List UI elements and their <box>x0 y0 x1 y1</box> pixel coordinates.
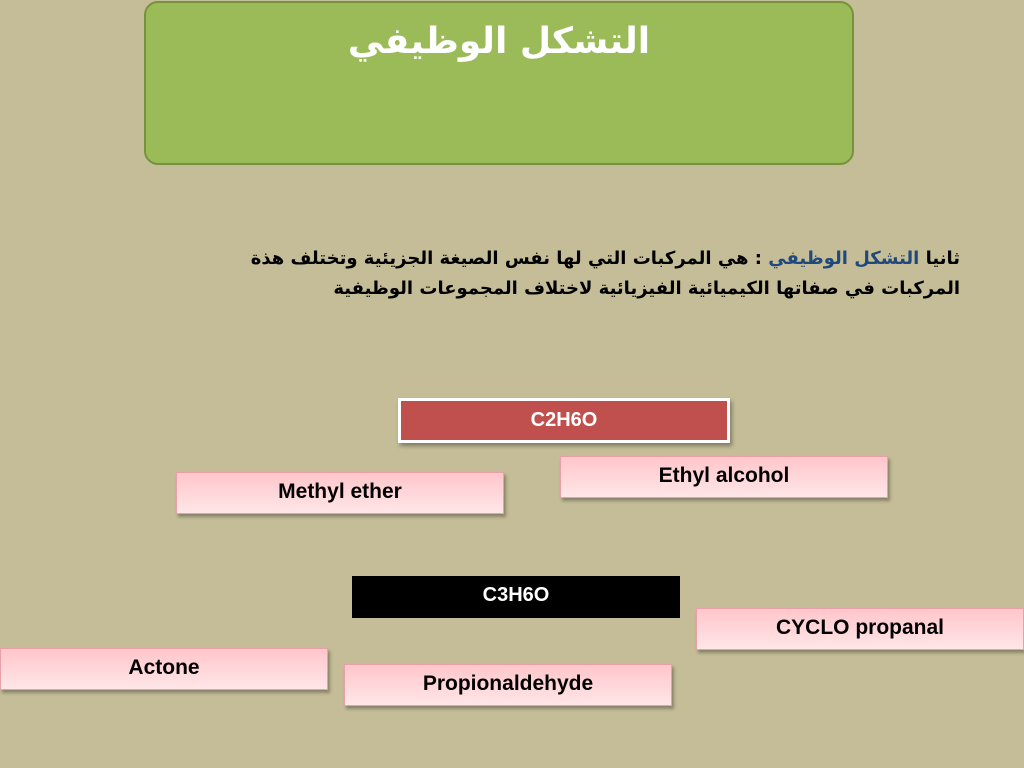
formula-box-c3h6o <box>352 576 680 618</box>
formula-box-c2h6o <box>398 398 730 443</box>
definition-text <box>170 244 960 304</box>
slide-title: التشكل الوظيفي <box>347 21 651 62</box>
isomer-box-propionaldehyde <box>344 664 672 706</box>
formula-label: C3H6O <box>482 584 550 606</box>
isomer-label: Actone <box>128 656 200 679</box>
title-box <box>144 1 854 165</box>
isomer-box-actone <box>0 648 328 690</box>
isomer-label: CYCLO propanal <box>775 616 944 639</box>
isomer-label: Propionaldehyde <box>422 672 594 695</box>
isomer-label: Methyl ether <box>278 480 402 503</box>
isomer-box-methyl-ether <box>176 472 504 514</box>
definition-highlight: التشكل الوظيفي <box>768 248 920 269</box>
isomer-box-ethyl-alcohol <box>560 456 888 498</box>
isomer-label: Ethyl alcohol <box>658 464 790 487</box>
definition-prefix: ثانيا <box>919 248 960 269</box>
formula-label: C2H6O <box>530 409 598 431</box>
isomer-box-cyclo-propanal <box>696 608 1024 650</box>
definition-body: : هي المركبات التي لها نفس الصيغة الجزيئية وتختلف هذة المركبات في صفاتها الكيميائية الفيزيائية لاختلاف المجموعات الوظيفية <box>250 248 960 299</box>
